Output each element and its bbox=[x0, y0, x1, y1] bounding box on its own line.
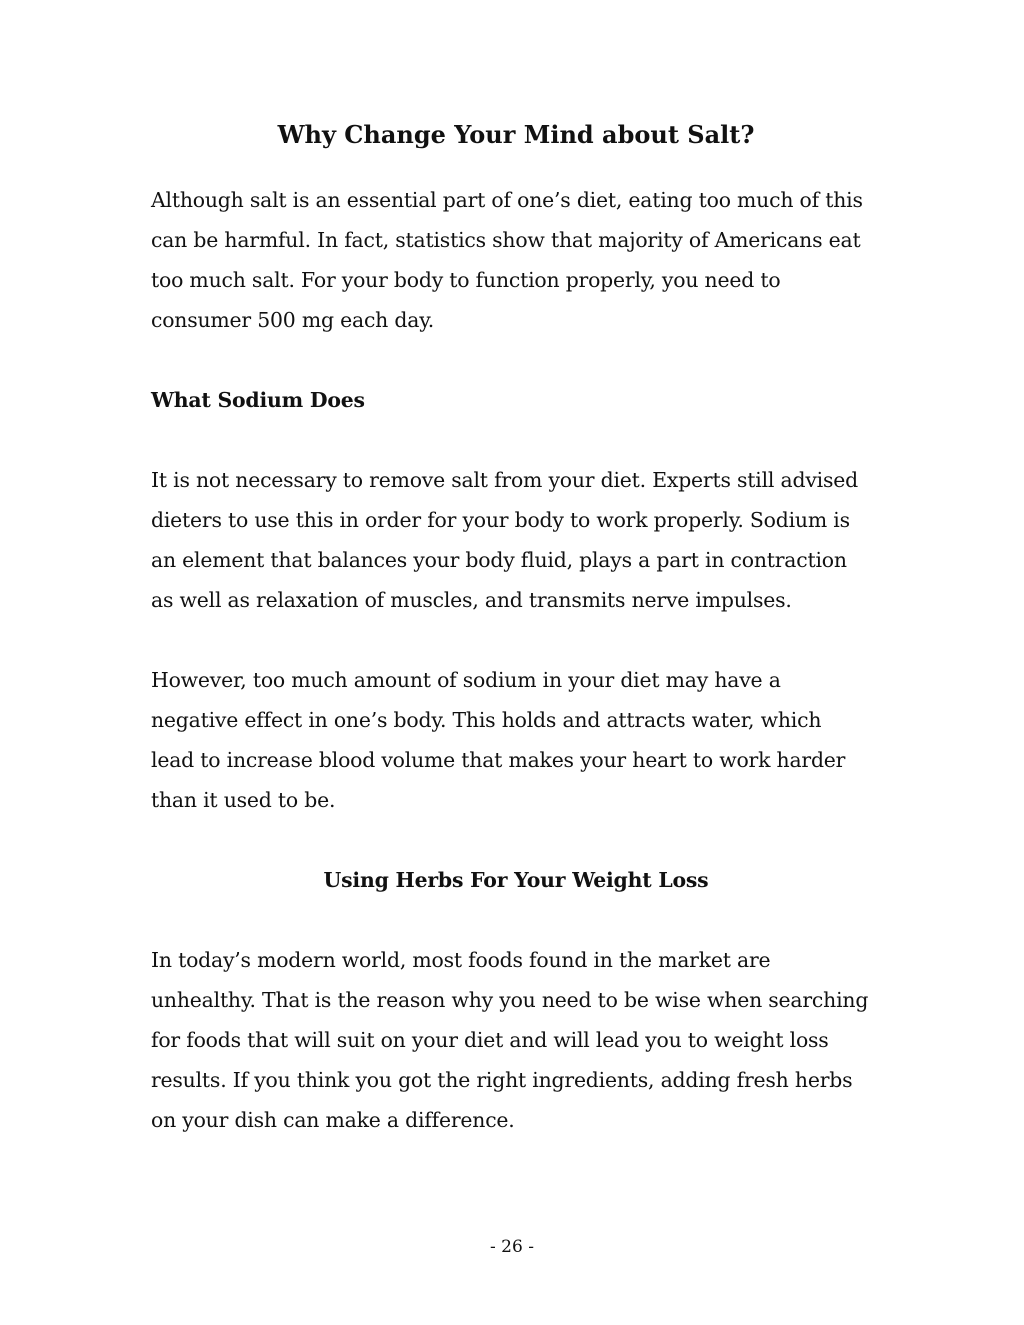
text-line: unhealthy. That is the reason why you need to be wise when searching bbox=[151, 988, 869, 1012]
text-line: too much salt. For your body to function properly, you need to bbox=[151, 268, 781, 292]
text-line: Although salt is an essential part of one’s diet, eating too much of this bbox=[151, 188, 863, 212]
text-line: as well as relaxation of muscles, and transmits nerve impulses. bbox=[151, 588, 792, 612]
text-line: results. If you think you got the right ingredients, adding fresh herbs bbox=[151, 1068, 853, 1092]
section-heading-sodium: What Sodium Does bbox=[151, 388, 365, 412]
text-line: an element that balances your body fluid, plays a part in contraction bbox=[151, 548, 847, 572]
herbs-paragraph bbox=[151, 940, 891, 1140]
text-line: However, too much amount of sodium in your diet may have a bbox=[151, 668, 781, 692]
text-line: In today’s modern world, most foods found in the market are bbox=[151, 948, 771, 972]
text-line: for foods that will suit on your diet and will lead you to weight loss bbox=[151, 1028, 829, 1052]
sodium-paragraph-2 bbox=[151, 660, 891, 820]
text-line: lead to increase blood volume that makes your heart to work harder bbox=[151, 748, 846, 772]
page-title: Why Change Your Mind about Salt? bbox=[277, 120, 755, 149]
text-line: can be harmful. In fact, statistics show that majority of Americans eat bbox=[151, 228, 861, 252]
text-line: negative effect in one’s body. This holds and attracts water, which bbox=[151, 708, 822, 732]
text-line: consumer 500 mg each day. bbox=[151, 308, 435, 332]
text-line: dieters to use this in order for your body to work properly. Sodium is bbox=[151, 508, 850, 532]
sodium-paragraph-1 bbox=[151, 460, 891, 620]
text-line: It is not necessary to remove salt from your diet. Experts still advised bbox=[151, 468, 858, 492]
page-number: - 26 - bbox=[490, 1237, 534, 1257]
section-heading-herbs: Using Herbs For Your Weight Loss bbox=[323, 868, 709, 892]
text-line: on your dish can make a difference. bbox=[151, 1108, 515, 1132]
text-line: than it used to be. bbox=[151, 788, 336, 812]
page-content bbox=[151, 112, 891, 1140]
intro-paragraph bbox=[151, 180, 891, 340]
